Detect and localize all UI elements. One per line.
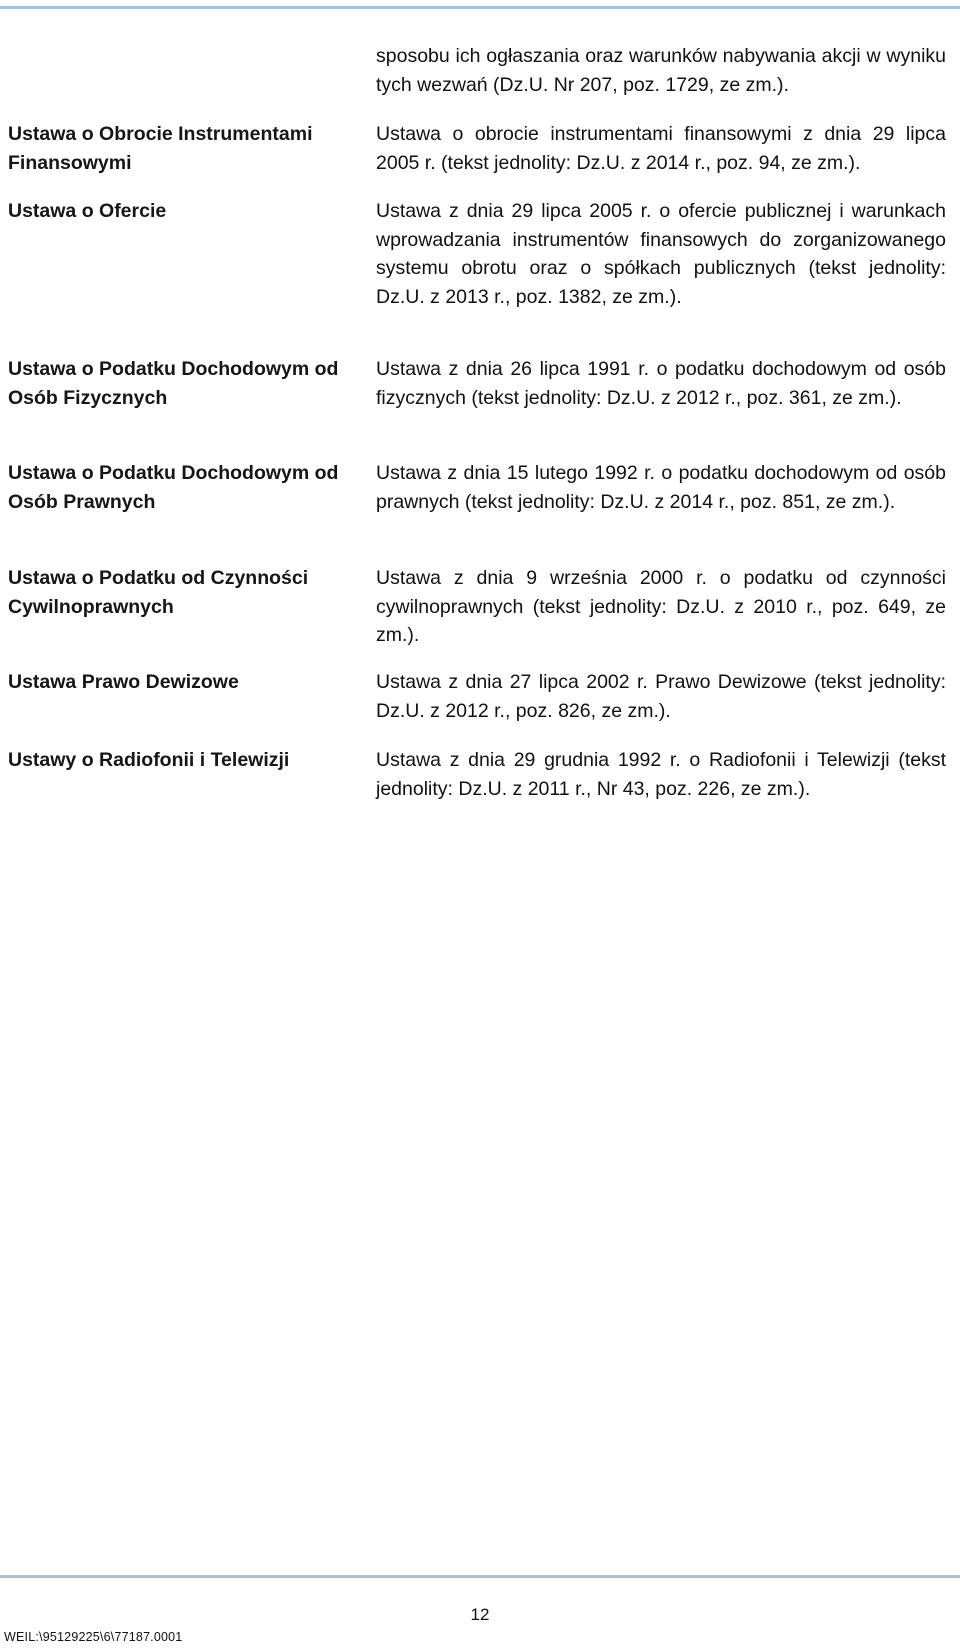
term-label: Ustawa o Podatku od Czynności Cywilnoprawnych xyxy=(8,567,309,618)
definition-text: Ustawa z dnia 15 lutego 1992 r. o podatku dochodowym od osób prawnych (tekst jednolity: Dz.U. z 2014 r., poz. 851, ze zm.). xyxy=(376,462,946,513)
definition-text: Ustawa z dnia 29 grudnia 1992 r. o Radiofonii i Telewizji (tekst jednolity: Dz.U. z 2011 r., Nr 43, poz. 226, ze zm.). xyxy=(376,749,946,800)
term-label: Ustawa o Ofercie xyxy=(8,200,167,222)
header-rule xyxy=(0,6,960,9)
definition-text: Ustawa z dnia 9 września 2000 r. o podatku od czynności cywilnoprawnych (tekst jednolity: Dz.U. z 2010 r., poz. 649, ze zm.). xyxy=(376,567,946,646)
page-number: 12 xyxy=(470,1605,490,1624)
term-label: Ustawa o Obrocie Instrumentami Finansowymi xyxy=(8,123,313,174)
term-label: Ustawy o Radiofonii i Telewizji xyxy=(8,749,290,771)
term-label: Ustawa o Podatku Dochodowym od Osób Fizycznych xyxy=(8,358,339,409)
definition-text: Ustawa z dnia 29 lipca 2005 r. o ofercie publicznej i warunkach wprowadzania instrumentów finansowych do zorganizowanego systemu obrotu oraz o spółkach publicznych (tekst jednolity: Dz.U. z 2013 r., poz. 1382, ze zm.). xyxy=(376,200,946,308)
term-label: Ustawa o Podatku Dochodowym od Osób Prawnych xyxy=(8,462,339,513)
footer-rule xyxy=(0,1575,960,1578)
definition-text: Ustawa o obrocie instrumentami finansowymi z dnia 29 lipca 2005 r. (tekst jednolity: Dz.U. z 2014 r., poz. 94, ze zm.). xyxy=(376,123,946,174)
term-label: Ustawa Prawo Dewizowe xyxy=(8,671,239,693)
continuation-text: sposobu ich ogłaszania oraz warunków nabywania akcji w wyniku tych wezwań (Dz.U. Nr 207, poz. 1729, ze zm.). xyxy=(376,45,946,96)
document-file-path: WEIL:\95129225\6\77187.0001 xyxy=(4,1630,183,1644)
definition-text: Ustawa z dnia 27 lipca 2002 r. Prawo Dewizowe (tekst jednolity: Dz.U. z 2012 r., poz. 826, ze zm.). xyxy=(376,671,946,722)
definition-text: Ustawa z dnia 26 lipca 1991 r. o podatku dochodowym od osób fizycznych (tekst jednolity: Dz.U. z 2012 r., poz. 361, ze zm.). xyxy=(376,358,946,409)
